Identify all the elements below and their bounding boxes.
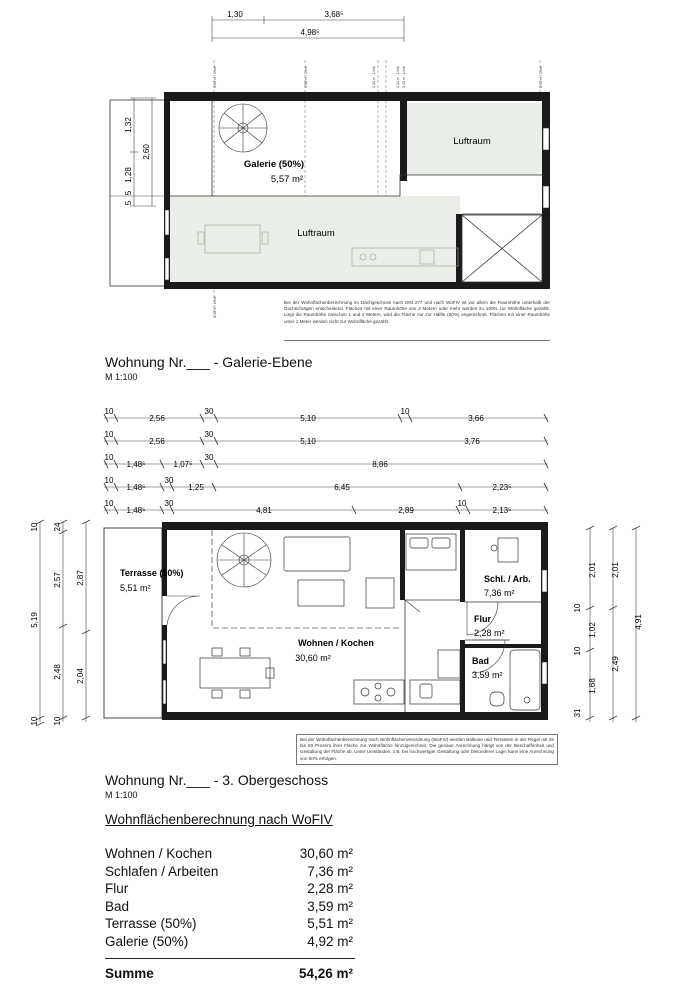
line-label-2: 1,50 m - Linie — [304, 66, 308, 88]
gal-left-5: 2,60 — [142, 144, 151, 160]
rr-9: 4,91 — [634, 614, 643, 630]
r2-e: 3,76 — [464, 437, 480, 446]
calc-value: 4,92 m² — [307, 933, 353, 949]
terrace-outline-galerie — [110, 100, 168, 286]
l-9: 10 — [53, 716, 62, 726]
calc-label: Terrasse (50%) — [105, 916, 197, 931]
og3-spiral-stair — [217, 533, 271, 587]
galerie-dim-3: 4,98⁵ — [300, 28, 320, 37]
gal-left-2: 1,28 — [124, 167, 133, 183]
og3-dim-right-labels — [573, 562, 643, 718]
calc-row — [105, 916, 353, 934]
galerie-dim-1: 1,30 — [227, 10, 243, 19]
luftraum-main-label: Luftraum — [297, 228, 335, 239]
calc-table — [105, 846, 353, 951]
r5-d: 4,81 — [256, 506, 272, 515]
rr-8: 2,49 — [611, 656, 620, 672]
r1-a: 10 — [104, 407, 114, 416]
r2-a: 10 — [104, 430, 114, 439]
l-5: 5,19 — [30, 612, 39, 628]
r4-c: 30 — [164, 476, 174, 485]
r5-e: 2,89 — [398, 506, 414, 515]
calc-label: Wohnen / Kochen — [105, 846, 213, 861]
r5-b: 1,48⁵ — [126, 506, 146, 515]
calc-value: 2,28 m² — [307, 881, 353, 896]
rr-1: 2,01 — [588, 562, 597, 578]
galerie-shaft — [462, 215, 542, 282]
calc-value: 5,51 m² — [307, 916, 353, 931]
gal-left-1: 1,32 — [124, 117, 133, 133]
luftraum-right-label: Luftraum — [453, 136, 491, 147]
og3-plan — [30, 407, 643, 726]
calc-row — [105, 881, 353, 899]
galerie-room-name: Galerie (50%) — [243, 159, 305, 170]
schl-name: Schl. / Arb. — [484, 574, 531, 584]
rr-2: 10 — [573, 603, 582, 613]
rr-6: 31 — [573, 708, 582, 718]
r1-d: 5,10 — [300, 414, 316, 423]
terrace-outline — [104, 528, 162, 718]
calc-row — [105, 934, 353, 952]
l-8: 10 — [30, 716, 39, 726]
rr-4: 10 — [573, 646, 582, 656]
og3-note: Bei der Wohnflächenberechnung nach Wohnflächenverordnung (WoFIV) werden Balkone und Terrassen in der Regel mit 25 bis 50 Prozent ihrer Fläche zur Wohnfläche hinzugerechnet. Die genaue Anrechnung hängt von der Beschaffenheit und Gestaltung der Fläche ab. Unter Umständen, z.B. bei hochwertiger Gestaltung oder besonderer Lage, kann eine Anrechnung von 50% erfolgen. — [296, 734, 558, 765]
wohnen-area: 30,60 m² — [295, 653, 331, 663]
r5-a: 10 — [104, 499, 114, 508]
calc-label: Bad — [105, 898, 130, 914]
og3-scale: M 1:100 — [105, 790, 138, 800]
rr-3: 1,02 — [588, 622, 597, 638]
galerie-note-underline — [284, 340, 550, 341]
l-3: 2,57 — [53, 572, 62, 588]
l-2: 24 — [53, 522, 62, 532]
terrace-name: Terrasse (50%) — [120, 568, 184, 578]
r1-c: 30 — [204, 407, 214, 416]
r1-f: 3,66 — [468, 414, 484, 423]
l-4: 2,87 — [76, 570, 85, 586]
calc-heading: Wohnflächenberechnung nach WoFIV — [105, 812, 333, 827]
r4-f: 2,23⁵ — [492, 483, 512, 492]
gal-left-4: 5 — [124, 200, 133, 206]
galerie-plan — [110, 10, 550, 320]
calc-sum-row — [105, 966, 353, 984]
calc-divider — [105, 958, 355, 959]
bad-name: Bad — [472, 656, 490, 666]
line-label-6: 2,91 m - Linie — [539, 66, 543, 88]
og3-dim-row-labels — [105, 407, 512, 515]
r3-e: 8,86 — [372, 460, 388, 469]
galerie-room-area: 5,57 m² — [270, 174, 304, 185]
r5-c: 30 — [164, 499, 174, 508]
l-1: 10 — [30, 522, 39, 532]
calc-value: 30,60 m² — [299, 846, 353, 861]
galerie-spiral-stair — [219, 104, 267, 152]
rr-5: 1,68 — [588, 678, 597, 694]
r2-c: 30 — [204, 430, 214, 439]
r3-a: 10 — [104, 453, 114, 462]
og3-title: Wohnung Nr.___ - 3. Obergeschoss — [105, 772, 329, 788]
l-7: 2,04 — [76, 668, 85, 684]
r3-d: 30 — [204, 453, 214, 462]
galerie-title: Wohnung Nr.___ - Galerie-Ebene — [105, 354, 313, 370]
og3-dim-left — [36, 520, 90, 726]
calc-value: 3,59 m² — [307, 898, 353, 914]
r4-b: 1,48⁵ — [126, 483, 146, 492]
bad-area: 3,59 m² — [472, 670, 503, 680]
flur-area: 2,28 m² — [474, 628, 505, 638]
flur-name: Flur — [474, 614, 491, 624]
calc-row — [105, 864, 353, 882]
calc-value: 7,36 m² — [307, 863, 353, 879]
r3-b: 1,48⁵ — [126, 460, 146, 469]
r1-b: 2,56 — [149, 414, 165, 423]
r3-c: 1,07⁵ — [173, 460, 193, 469]
calc-label: Flur — [105, 881, 129, 896]
line-label-7: 4,15 m - Linie — [213, 296, 217, 318]
galerie-note: Bei der Wohnflächenberechnung im Dachgeschoss nach DIN 277 und nach WoFIV ist vor allem die Raumhöhe unterhalb der Dachschrägen entscheidend. Flächen mit einer Raumhöhe von 2 Metern oder mehr werden zu 100% zur Wohnfläche gezählt. Liegt die Raumhöhe zwischen 1 und 2 Metern, wird die Fläche nur zur Hälfte (50%) angerechnet. Flächen mit einer Raumhöhe unter 1 Meter werden nicht zur Wohnfläche gezählt. — [284, 300, 550, 324]
luftraum-main — [170, 196, 460, 282]
schl-area: 7,36 m² — [484, 588, 515, 598]
line-label-1: 1,63 m - Linie — [213, 66, 217, 88]
r2-b: 2,56 — [149, 437, 165, 446]
r4-d: 1,25 — [188, 483, 204, 492]
line-label-5: 3,43 m - Linie — [402, 66, 406, 88]
r1-e: 10 — [400, 407, 410, 416]
calc-sum-label: Summe — [105, 966, 154, 981]
calc-row — [105, 899, 353, 917]
line-label-4: 1,14 m - Linie — [396, 66, 400, 88]
r2-d: 5,10 — [300, 437, 316, 446]
r4-e: 6,45 — [334, 483, 350, 492]
galerie-scale: M 1:100 — [105, 372, 138, 382]
r5-f: 10 — [457, 499, 467, 508]
calc-row — [105, 846, 353, 864]
r5-g: 2,13⁵ — [492, 506, 512, 515]
gal-left-3: 5 — [124, 190, 133, 196]
l-6: 2,48 — [53, 664, 62, 680]
calc-label: Schlafen / Arbeiten — [105, 863, 219, 879]
r4-a: 10 — [104, 476, 114, 485]
line-label-3: 1,34 m - Linie — [372, 66, 376, 88]
wohnen-name: Wohnen / Kochen — [298, 638, 374, 648]
galerie-dim-2: 3,68⁵ — [324, 10, 344, 19]
terrace-area: 5,51 m² — [120, 583, 151, 593]
rr-7: 2,01 — [611, 562, 620, 578]
og3-dim-left-labels — [30, 522, 85, 725]
calc-sum-value: 54,26 m² — [298, 966, 353, 981]
calc-label: Galerie (50%) — [105, 933, 189, 949]
